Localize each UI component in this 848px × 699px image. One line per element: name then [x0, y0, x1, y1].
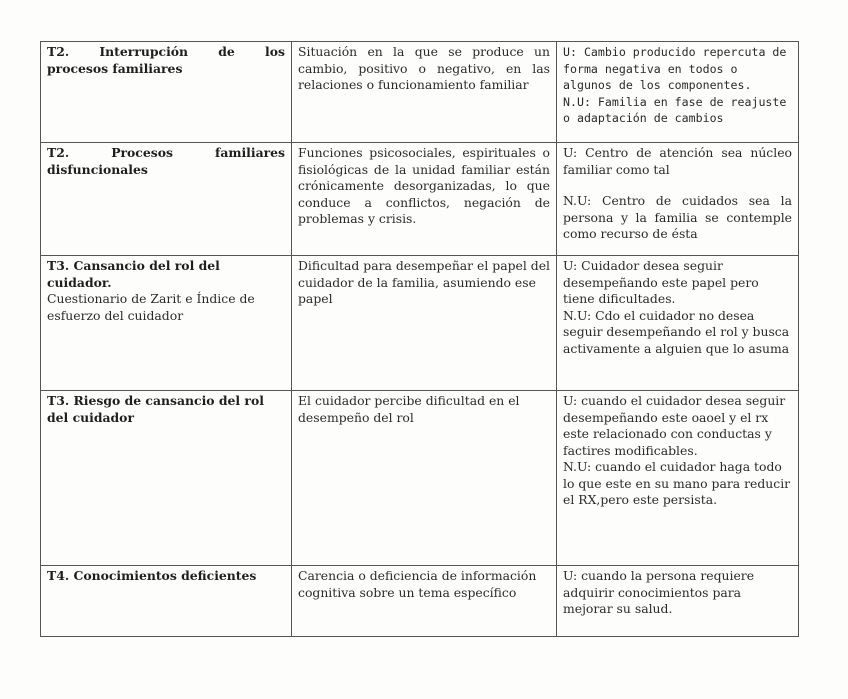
definition-cell [292, 566, 557, 637]
criteria-cell [557, 143, 799, 256]
criteria-cell [557, 391, 799, 566]
diagnosis-title-cont: procesos familiares [47, 60, 183, 76]
definition-text: Funciones psicosociales, espirituales o fisiológicas de la unidad familiar están crónicamente desorganizadas, lo que conduce a conflictos, negación de problemas y crisis. [298, 145, 550, 226]
diagnosis-title: T3. Cansancio del rol del cuidador. [47, 258, 220, 290]
criteria-nu-text: N.U: cuando el cuidador haga todo lo que este en su mano para reducir el RX,pero este persista. [563, 459, 791, 507]
diagnosis-label-cell [41, 256, 292, 391]
definition-cell [292, 42, 557, 143]
diagnosis-label-cell [41, 566, 292, 637]
definition-text: Situación en la que se produce un cambio, positivo o negativo, en las relaciones o funcionamiento familiar [298, 44, 550, 92]
diagnosis-subtitle: Cuestionario de Zarit e Índice de esfuerzo del cuidador [47, 291, 255, 323]
diagnosis-title: T2. Interrupción de los [47, 44, 285, 59]
definition-text: Carencia o deficiencia de información cognitiva sobre un tema específico [298, 568, 537, 600]
criteria-u-text: U: cuando la persona requiere adquirir conocimientos para mejorar su salud. [563, 568, 755, 616]
criteria-cell [557, 566, 799, 637]
criteria-nu-text: N.U: Centro de cuidados sea la persona y la familia se contemple como recurso de ésta [563, 193, 792, 241]
criteria-u-text: U: Cuidador desea seguir desempeñando este papel pero tiene dificultades. [563, 258, 759, 306]
definition-text: Dificultad para desempeñar el papel del cuidador de la familia, asumiendo ese papel [298, 258, 550, 306]
table-row [41, 256, 799, 391]
criteria-nu-text: N.U: Cdo el cuidador no desea seguir desempeñando el rol y busca activamente a alguien que lo asuma [563, 307, 790, 356]
criteria-cell [557, 42, 799, 143]
definition-cell [292, 143, 557, 256]
criteria-cell [557, 256, 799, 391]
diagnosis-label-cell [41, 143, 292, 256]
diagnosis-title: T3. Riesgo de cansancio del rol del cuidador [47, 393, 264, 425]
criteria-spacer [563, 178, 792, 193]
table-row [41, 42, 799, 143]
criteria-nu-text: N.U: Familia en fase de reajuste o adaptación de cambios [563, 94, 787, 125]
diagnosis-label-cell [41, 42, 292, 143]
diagnosis-label-cell [41, 391, 292, 566]
diagnosis-title: T2. Procesos familiares [47, 145, 285, 160]
table-row [41, 143, 799, 256]
table-row [41, 566, 799, 637]
definition-cell [292, 256, 557, 391]
table-row [41, 391, 799, 566]
definition-text: El cuidador percibe dificultad en el desempeño del rol [298, 393, 520, 425]
diagnosis-table [40, 41, 799, 637]
definition-cell [292, 391, 557, 566]
criteria-u-text: U: cuando el cuidador desea seguir desempeñando este oaoel y el rx este relacionado con conductas y factires modificables. [563, 393, 786, 458]
criteria-u-text: U: Centro de atención sea núcleo familiar como tal [563, 145, 792, 177]
diagnosis-title-cont: disfuncionales [47, 161, 148, 177]
diagnosis-title: T4. Conocimientos deficientes [47, 568, 257, 583]
criteria-u-text: U: Cambio producido repercuta de forma negativa en todos o algunos de los componentes. [563, 45, 787, 92]
